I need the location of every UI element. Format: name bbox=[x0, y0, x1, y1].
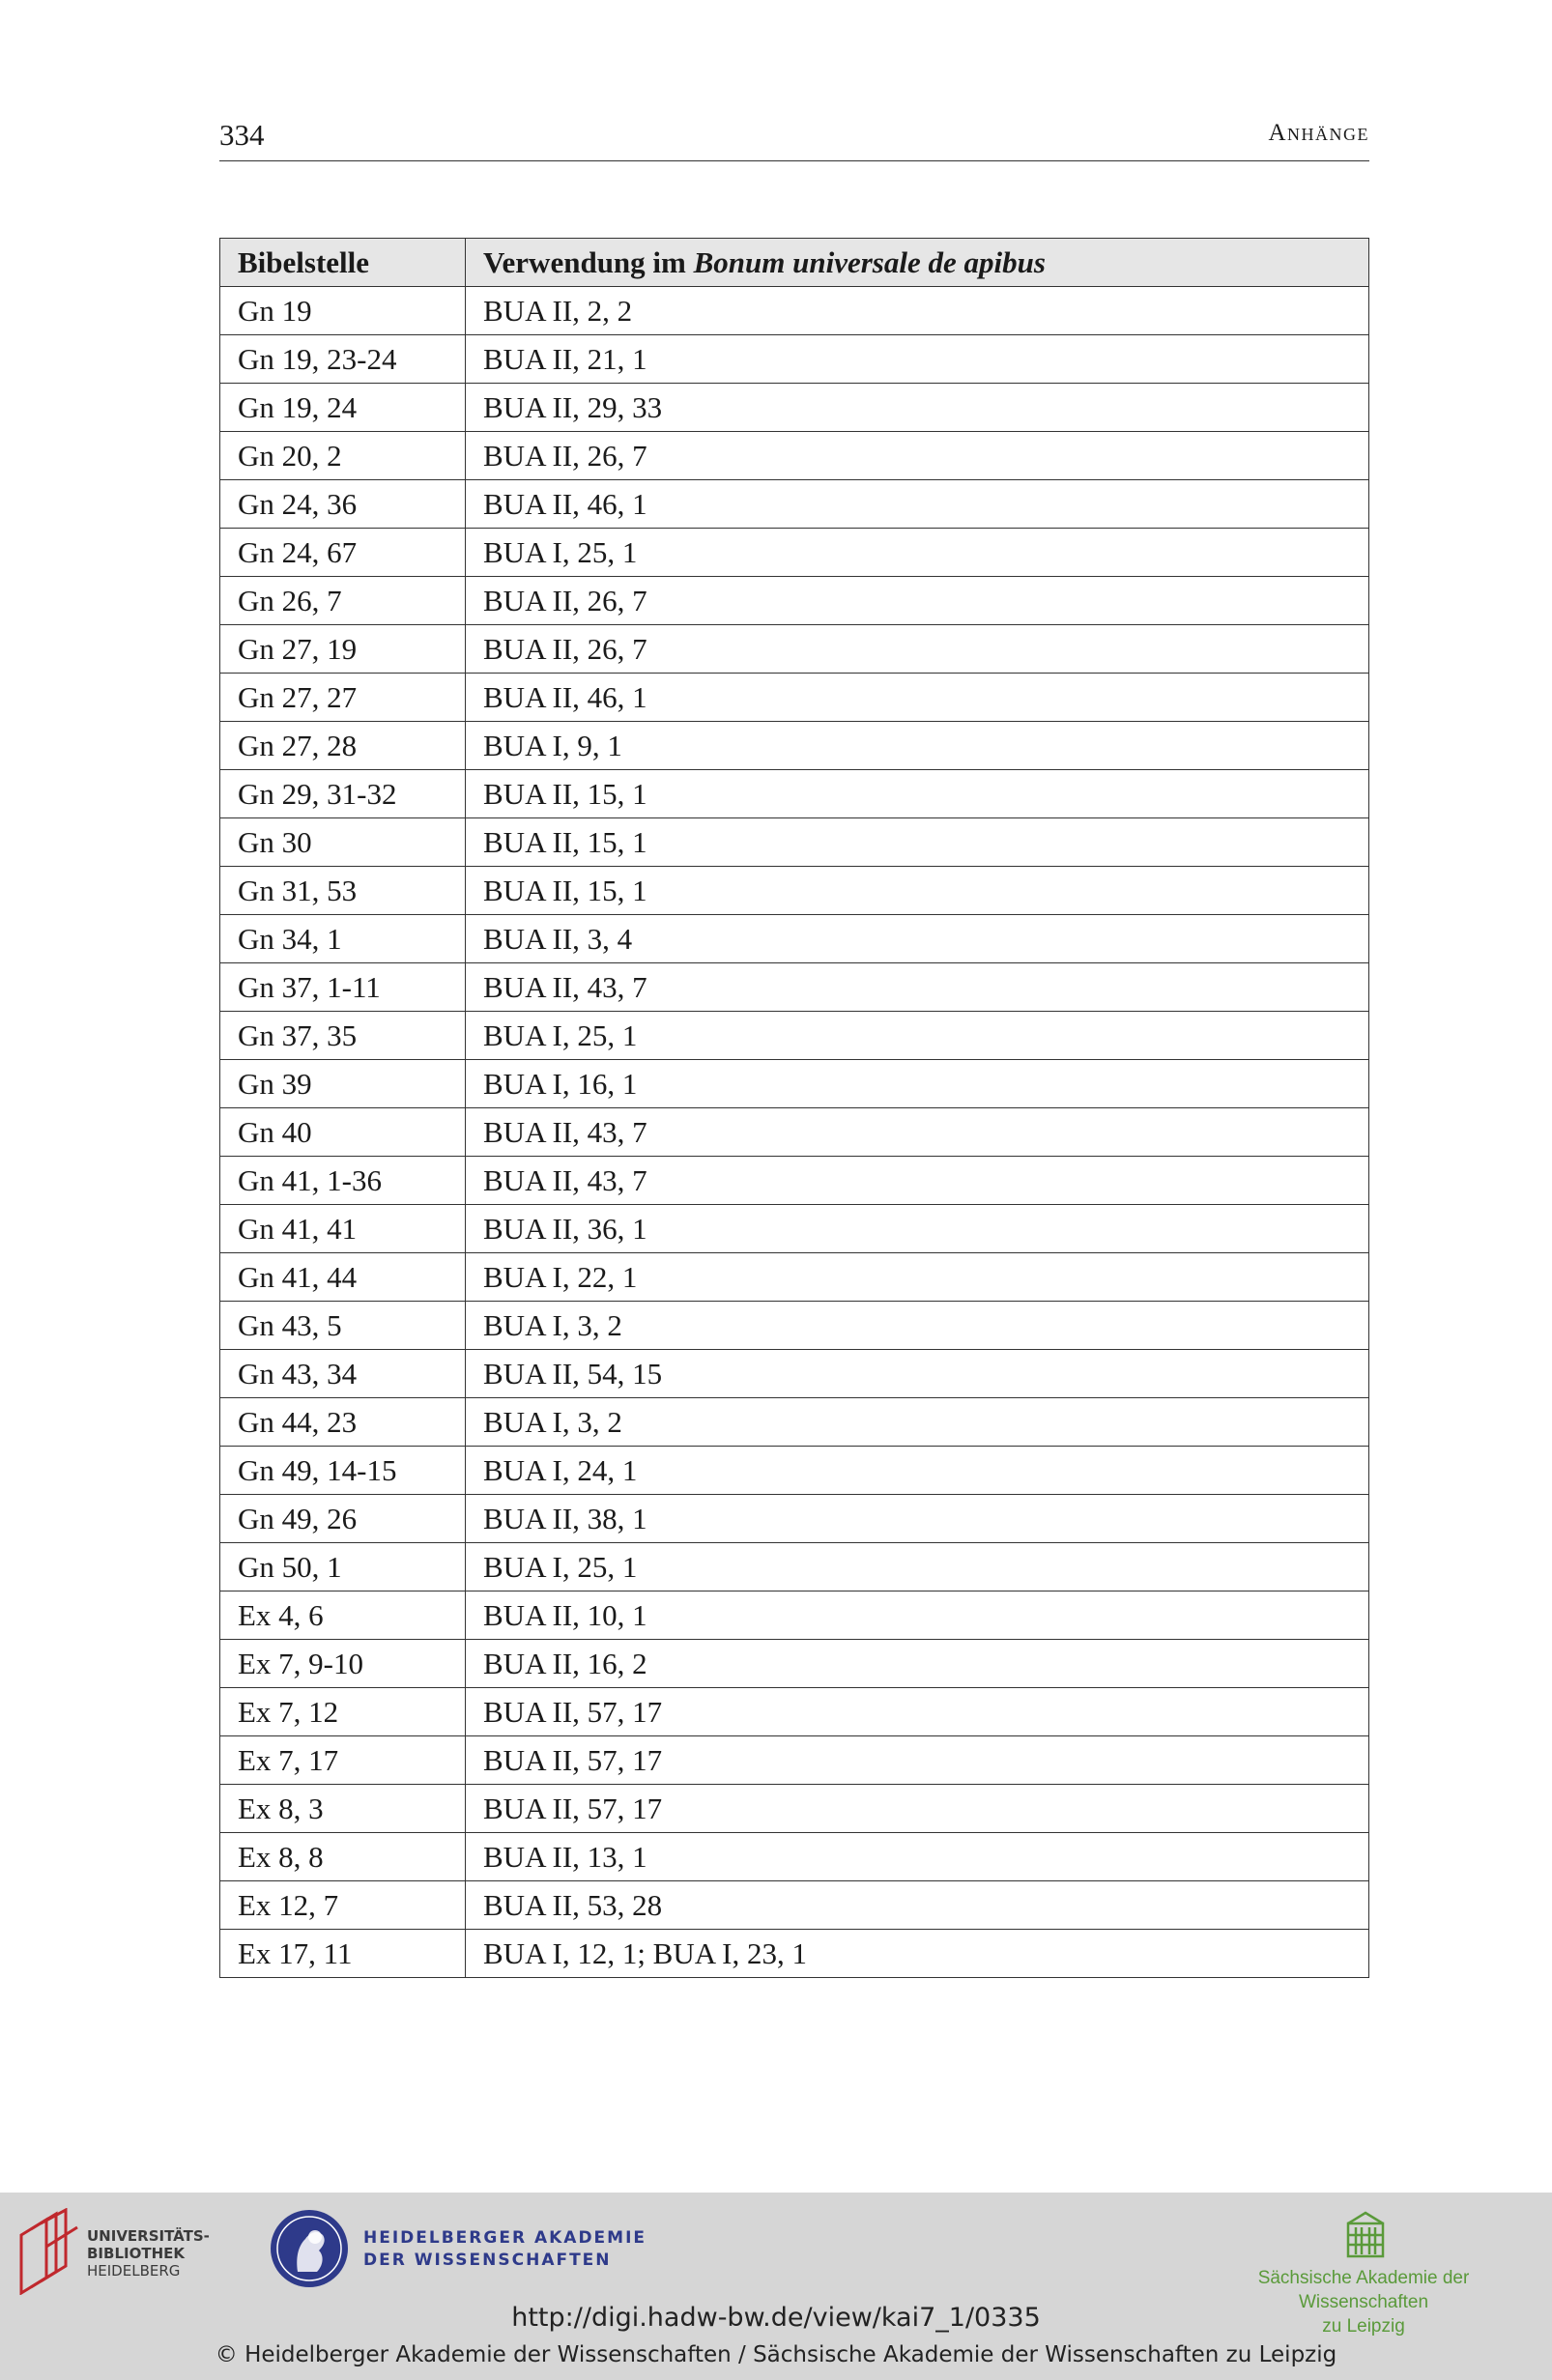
table-row bbox=[220, 1350, 1369, 1398]
table-row bbox=[220, 1833, 1369, 1881]
table-row bbox=[220, 722, 1369, 770]
bible-reference-cell: Gn 37, 35 bbox=[220, 1012, 466, 1060]
usage-reference-cell: BUA II, 38, 1 bbox=[466, 1495, 1369, 1543]
table-row bbox=[220, 1785, 1369, 1833]
table-row bbox=[220, 529, 1369, 577]
bible-reference-cell: Ex 7, 9-10 bbox=[220, 1640, 466, 1688]
running-head: Anhänge bbox=[1268, 120, 1369, 146]
bible-reference-cell: Gn 34, 1 bbox=[220, 915, 466, 963]
usage-reference-cell: BUA II, 15, 1 bbox=[466, 770, 1369, 818]
bible-reference-cell: Ex 7, 12 bbox=[220, 1688, 466, 1736]
table-row bbox=[220, 1495, 1369, 1543]
usage-reference-cell: BUA I, 3, 2 bbox=[466, 1302, 1369, 1350]
table-row bbox=[220, 287, 1369, 335]
bible-reference-cell: Gn 19, 24 bbox=[220, 384, 466, 432]
usage-reference-cell: BUA I, 25, 1 bbox=[466, 1012, 1369, 1060]
bible-reference-cell: Gn 40 bbox=[220, 1108, 466, 1157]
usage-reference-cell: BUA II, 54, 15 bbox=[466, 1350, 1369, 1398]
usage-reference-cell: BUA I, 12, 1; BUA I, 23, 1 bbox=[466, 1930, 1369, 1978]
usage-reference-cell: BUA II, 2, 2 bbox=[466, 287, 1369, 335]
bible-reference-cell: Gn 20, 2 bbox=[220, 432, 466, 480]
table-row bbox=[220, 1930, 1369, 1978]
table-header-row bbox=[220, 239, 1369, 287]
usage-reference-cell: BUA II, 46, 1 bbox=[466, 480, 1369, 529]
table-row bbox=[220, 1108, 1369, 1157]
bible-reference-cell: Gn 50, 1 bbox=[220, 1543, 466, 1591]
bible-reference-cell: Gn 43, 5 bbox=[220, 1302, 466, 1350]
ub-line-3: HEIDELBERG bbox=[87, 2262, 181, 2280]
bible-reference-cell: Gn 24, 36 bbox=[220, 480, 466, 529]
usage-reference-cell: BUA II, 57, 17 bbox=[466, 1785, 1369, 1833]
bible-reference-cell: Gn 19, 23-24 bbox=[220, 335, 466, 384]
usage-reference-cell: BUA I, 22, 1 bbox=[466, 1253, 1369, 1302]
bible-reference-cell: Gn 27, 27 bbox=[220, 674, 466, 722]
ub-line-2: BIBLIOTHEK bbox=[87, 2245, 185, 2262]
bible-reference-cell: Gn 26, 7 bbox=[220, 577, 466, 625]
table-row bbox=[220, 1253, 1369, 1302]
bible-reference-cell: Gn 37, 1-11 bbox=[220, 963, 466, 1012]
table-row bbox=[220, 1543, 1369, 1591]
saxon-academy-building-icon bbox=[1345, 2210, 1386, 2260]
bible-reference-cell: Gn 49, 26 bbox=[220, 1495, 466, 1543]
usage-reference-cell: BUA II, 43, 7 bbox=[466, 1157, 1369, 1205]
table-row bbox=[220, 674, 1369, 722]
bible-reference-cell: Gn 30 bbox=[220, 818, 466, 867]
bible-reference-cell: Gn 27, 19 bbox=[220, 625, 466, 674]
table-row bbox=[220, 818, 1369, 867]
column-header-verwendung bbox=[466, 239, 1369, 287]
table-row bbox=[220, 1398, 1369, 1447]
usage-reference-cell: BUA II, 57, 17 bbox=[466, 1688, 1369, 1736]
table-row bbox=[220, 963, 1369, 1012]
bible-reference-cell: Gn 19 bbox=[220, 287, 466, 335]
footer-band bbox=[0, 2193, 1552, 2380]
usage-reference-cell: BUA II, 21, 1 bbox=[466, 335, 1369, 384]
saxon-line-2: zu Leipzig bbox=[1322, 2316, 1405, 2337]
usage-reference-cell: BUA II, 3, 4 bbox=[466, 915, 1369, 963]
column-header-verwendung-prefix: Verwendung im bbox=[483, 244, 694, 279]
page-header bbox=[219, 114, 1369, 161]
column-header-work-title: Bonum universale de apibus bbox=[693, 244, 1046, 279]
usage-reference-cell: BUA II, 15, 1 bbox=[466, 818, 1369, 867]
table-row bbox=[220, 432, 1369, 480]
usage-reference-cell: BUA II, 43, 7 bbox=[466, 1108, 1369, 1157]
bible-reference-cell: Gn 39 bbox=[220, 1060, 466, 1108]
usage-reference-cell: BUA II, 26, 7 bbox=[466, 577, 1369, 625]
table-row bbox=[220, 335, 1369, 384]
table-body bbox=[220, 287, 1369, 1978]
copyright-notice: © Heidelberger Akademie der Wissenschaften / Sächsische Akademie der Wissenschaften zu Leipzig bbox=[215, 2342, 1337, 2367]
bible-reference-cell: Gn 44, 23 bbox=[220, 1398, 466, 1447]
usage-reference-cell: BUA II, 15, 1 bbox=[466, 867, 1369, 915]
bible-reference-table bbox=[219, 238, 1369, 1978]
usage-reference-cell: BUA II, 43, 7 bbox=[466, 963, 1369, 1012]
usage-reference-cell: BUA I, 9, 1 bbox=[466, 722, 1369, 770]
table-row bbox=[220, 915, 1369, 963]
ub-heidelberg-logo-icon bbox=[17, 2208, 79, 2295]
bible-reference-cell: Ex 8, 3 bbox=[220, 1785, 466, 1833]
usage-reference-cell: BUA II, 10, 1 bbox=[466, 1591, 1369, 1640]
bible-reference-cell: Gn 49, 14-15 bbox=[220, 1447, 466, 1495]
usage-reference-cell: BUA II, 36, 1 bbox=[466, 1205, 1369, 1253]
ub-line-1: UNIVERSITÄTS- bbox=[87, 2227, 210, 2245]
bible-reference-cell: Ex 8, 8 bbox=[220, 1833, 466, 1881]
usage-reference-cell: BUA II, 26, 7 bbox=[466, 625, 1369, 674]
usage-reference-cell: BUA II, 57, 17 bbox=[466, 1736, 1369, 1785]
usage-reference-cell: BUA II, 13, 1 bbox=[466, 1833, 1369, 1881]
table-row bbox=[220, 577, 1369, 625]
usage-reference-cell: BUA II, 53, 28 bbox=[466, 1881, 1369, 1930]
table-row bbox=[220, 1881, 1369, 1930]
hadw-line-2: DER WISSENSCHAFTEN bbox=[363, 2251, 612, 2270]
bible-reference-cell: Ex 4, 6 bbox=[220, 1591, 466, 1640]
table-row bbox=[220, 1591, 1369, 1640]
bible-reference-cell: Gn 24, 67 bbox=[220, 529, 466, 577]
bible-reference-cell: Ex 7, 17 bbox=[220, 1736, 466, 1785]
bible-reference-cell: Ex 17, 11 bbox=[220, 1930, 466, 1978]
table-row bbox=[220, 1302, 1369, 1350]
table-row bbox=[220, 770, 1369, 818]
table-row bbox=[220, 1157, 1369, 1205]
bible-reference-cell: Gn 41, 41 bbox=[220, 1205, 466, 1253]
hadw-wordmark bbox=[363, 2227, 647, 2272]
ub-heidelberg-wordmark bbox=[87, 2227, 210, 2280]
usage-reference-cell: BUA I, 25, 1 bbox=[466, 1543, 1369, 1591]
saxon-line-1: Sächsische Akademie der Wissenschaften bbox=[1257, 2268, 1470, 2312]
usage-reference-cell: BUA II, 16, 2 bbox=[466, 1640, 1369, 1688]
table-row bbox=[220, 480, 1369, 529]
bible-reference-cell: Gn 29, 31-32 bbox=[220, 770, 466, 818]
table-row bbox=[220, 625, 1369, 674]
table-row bbox=[220, 384, 1369, 432]
source-url-link[interactable]: http://digi.hadw-bw.de/view/kai7_1/0335 bbox=[511, 2303, 1041, 2333]
usage-reference-cell: BUA II, 29, 33 bbox=[466, 384, 1369, 432]
usage-reference-cell: BUA II, 46, 1 bbox=[466, 674, 1369, 722]
table-row bbox=[220, 867, 1369, 915]
usage-reference-cell: BUA I, 16, 1 bbox=[466, 1060, 1369, 1108]
table-row bbox=[220, 1060, 1369, 1108]
table-row bbox=[220, 1447, 1369, 1495]
bible-reference-cell: Gn 41, 44 bbox=[220, 1253, 466, 1302]
bible-reference-cell: Gn 43, 34 bbox=[220, 1350, 466, 1398]
hadw-seal-icon bbox=[269, 2208, 350, 2289]
bible-reference-cell: Gn 31, 53 bbox=[220, 867, 466, 915]
usage-reference-cell: BUA I, 24, 1 bbox=[466, 1447, 1369, 1495]
table-row bbox=[220, 1736, 1369, 1785]
bible-reference-cell: Gn 27, 28 bbox=[220, 722, 466, 770]
usage-reference-cell: BUA I, 3, 2 bbox=[466, 1398, 1369, 1447]
hadw-line-1: HEIDELBERGER AKADEMIE bbox=[363, 2228, 647, 2248]
usage-reference-cell: BUA I, 25, 1 bbox=[466, 529, 1369, 577]
bible-reference-cell: Ex 12, 7 bbox=[220, 1881, 466, 1930]
table-row bbox=[220, 1012, 1369, 1060]
table-row bbox=[220, 1688, 1369, 1736]
page-number: 334 bbox=[219, 118, 265, 152]
table-row bbox=[220, 1640, 1369, 1688]
table-row bbox=[220, 1205, 1369, 1253]
usage-reference-cell: BUA II, 26, 7 bbox=[466, 432, 1369, 480]
bible-reference-cell: Gn 41, 1-36 bbox=[220, 1157, 466, 1205]
column-header-bibelstelle: Bibelstelle bbox=[220, 239, 466, 287]
